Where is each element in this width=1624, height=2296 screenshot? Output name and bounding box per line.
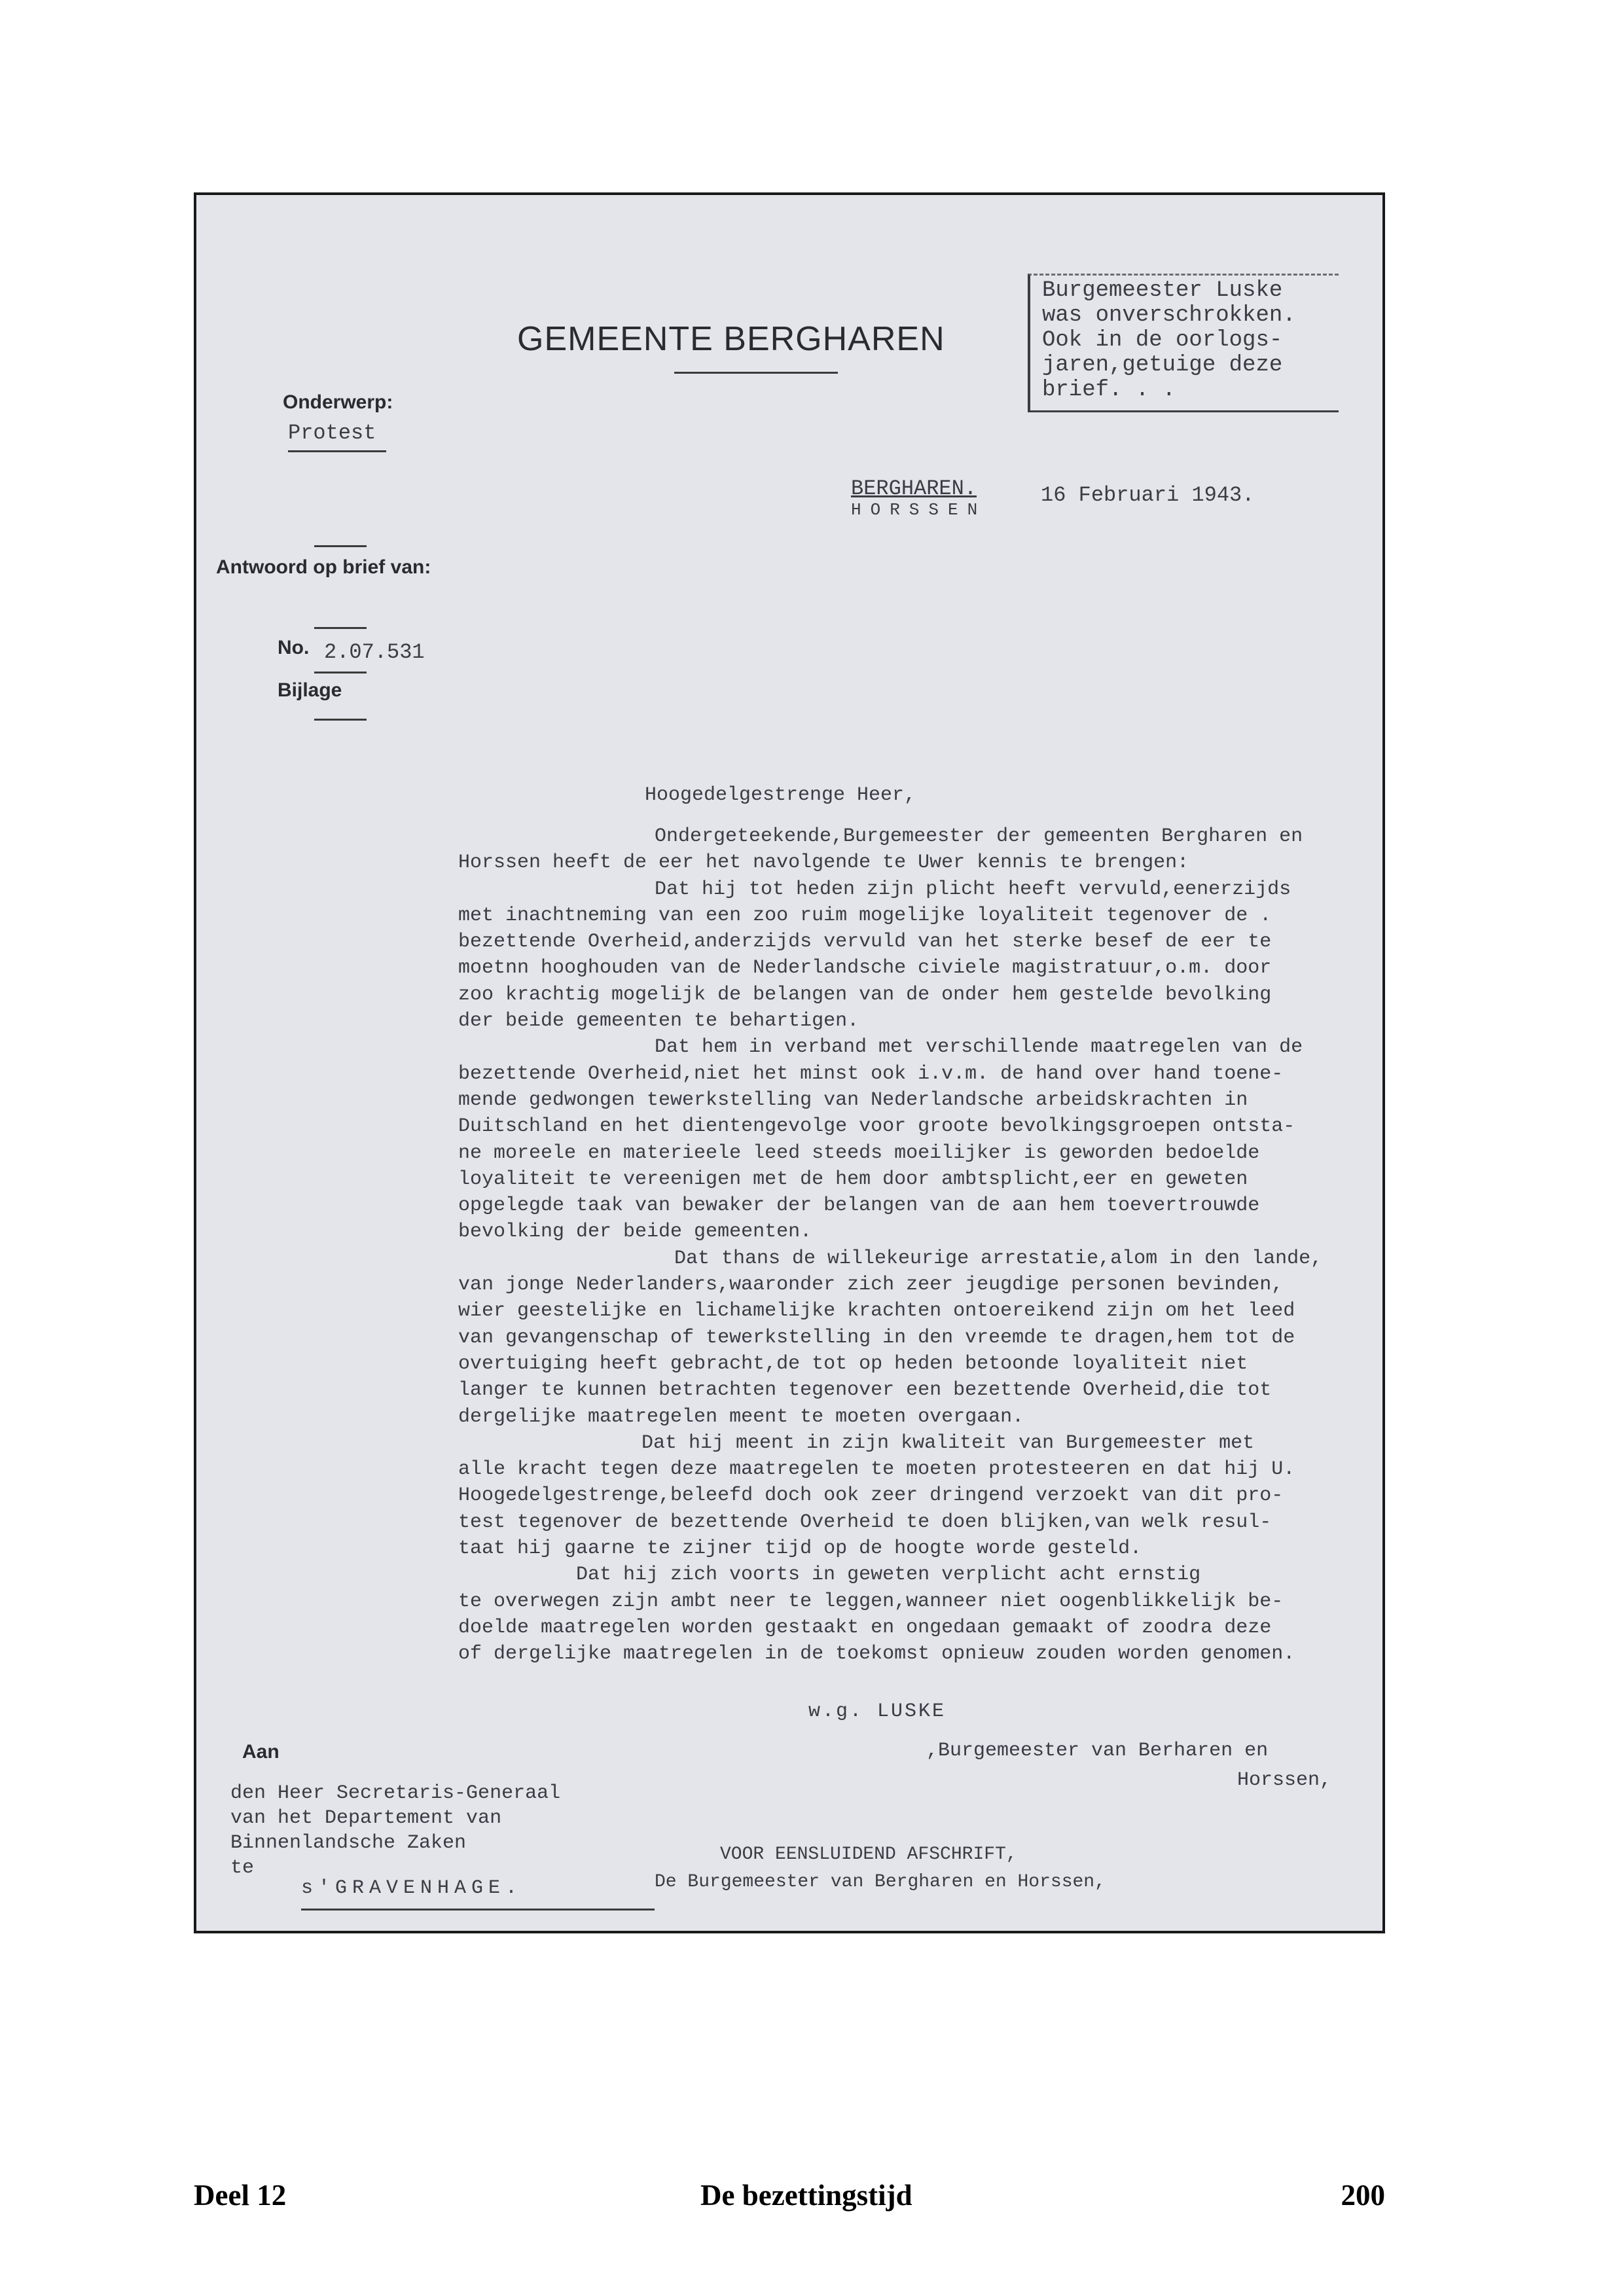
signature-title-continued: Horssen, <box>1237 1769 1332 1791</box>
letter-date: 16 Februari 1943. <box>1041 483 1255 507</box>
number-label: No. <box>278 637 310 658</box>
footer-chapter: De bezettingstijd <box>700 2179 912 2212</box>
divider-rule <box>314 719 367 721</box>
body-line: of dergelijke maatregelen in de toekomst opnieuw zouden worden genomen. <box>458 1643 1295 1666</box>
address-line: te <box>230 1857 255 1879</box>
body-line: der beide gemeenten te behartigen. <box>458 1010 859 1033</box>
address-line: den Heer Secretaris-Generaal <box>230 1782 561 1804</box>
note-line: brief. . . <box>1042 378 1176 403</box>
place-name: BERGHAREN. <box>851 476 977 501</box>
address-label: Aan <box>242 1741 280 1763</box>
letterhead: GEMEENTE BERGHAREN <box>517 320 945 358</box>
destination-city: s'GRAVENHAGE. <box>301 1877 523 1899</box>
body-line: van jonge Nederlanders,waaronder zich zeer jeugdige personen bevinden, <box>458 1274 1284 1297</box>
body-line: bevolking der beide gemeenten. <box>458 1221 812 1244</box>
body-line: bezettende Overheid,niet het minst ook i.v.m. de hand over hand toene- <box>458 1062 1284 1085</box>
note-line: was onverschrokken. <box>1042 303 1296 328</box>
divider-rule <box>314 672 367 673</box>
body-line: Hoogedelgestrenge,beleefd doch ook zeer dringend verzoekt van dit pro- <box>458 1484 1284 1507</box>
divider-rule <box>314 545 367 547</box>
body-line: moetnn hooghouden van de Nederlandsche civiele magistratuur,o.m. door <box>458 957 1272 980</box>
body-line: zoo krachtig mogelijk de belangen van de onder hem gestelde bevolking <box>458 983 1272 1006</box>
attachment-label: Bijlage <box>278 679 342 701</box>
note-line: jaren,getuige deze <box>1042 353 1283 378</box>
reply-label: Antwoord op brief van: <box>216 556 431 578</box>
place-name-second: HORSSEN <box>851 500 987 520</box>
subject-label: Onderwerp: <box>283 391 393 413</box>
page-number: 200 <box>1341 2179 1385 2212</box>
destination-rule <box>301 1909 655 1910</box>
body-line: met inachtneming van een zoo ruim mogelijke loyaliteit tegenover de . <box>458 904 1272 927</box>
body-line: Ondergeteekende,Burgemeester der gemeenten Bergharen en <box>655 825 1303 848</box>
divider-rule <box>314 627 367 629</box>
number-value: 2.07.531 <box>324 640 425 664</box>
body-line: taat hij gaarne te zijner tijd op de hoogte worde gesteld. <box>458 1537 1142 1560</box>
copy-signatory: De Burgemeester van Bergharen en Horssen, <box>655 1872 1106 1892</box>
body-line: van gevangenschap of tewerkstelling in den vreemde te dragen,hem tot de <box>458 1326 1295 1349</box>
signature-title: ,Burgemeester van Berharen en <box>926 1740 1269 1762</box>
body-line: Dat hij tot heden zijn plicht heeft vervuld,eenerzijds <box>655 878 1291 901</box>
subject-rule <box>288 450 386 452</box>
body-line: wier geestelijke en lichamelijke krachten ontoereikend zijn om het leed <box>458 1300 1295 1323</box>
note-box <box>1028 274 1339 412</box>
body-line: overtuiging heeft gebracht,de tot op heden betoonde loyaliteit niet <box>458 1352 1248 1375</box>
scanned-letter <box>194 192 1385 1933</box>
body-line: dergelijke maatregelen meent te moeten overgaan. <box>458 1405 1024 1428</box>
note-line: Burgemeester Luske <box>1042 278 1283 303</box>
address-line: van het Departement van <box>230 1807 502 1829</box>
body-line: Dat thans de willekeurige arrestatie,alom in den lande, <box>674 1247 1323 1270</box>
letterhead-rule <box>674 372 838 374</box>
salutation: Hoogedelgestrenge Heer, <box>645 784 916 806</box>
body-line: alle kracht tegen deze maatregelen te moeten protesteeren en dat hij U. <box>458 1458 1295 1481</box>
subject-value: Protest <box>288 421 376 445</box>
body-line: Horssen heeft de eer het navolgende te Uwer kennis te brengen: <box>458 852 1189 874</box>
body-line: Dat hij meent in zijn kwaliteit van Burgemeester met <box>641 1431 1255 1454</box>
body-line: Dat hij zich voorts in geweten verplicht acht ernstig <box>576 1564 1201 1587</box>
footer-part: Deel 12 <box>194 2179 287 2212</box>
body-line: test tegenover de bezettende Overheid te doen blijken,van welk resul- <box>458 1511 1272 1534</box>
body-line: loyaliteit te vereenigen met de hem door ambtsplicht,eer en geweten <box>458 1168 1248 1191</box>
body-line: doelde maatregelen worden gestaakt en ongedaan gemaakt of zoodra deze <box>458 1616 1272 1639</box>
body-line: ne moreele en materieele leed steeds moeilijker is geworden bedoelde <box>458 1141 1260 1164</box>
copy-certification: VOOR EENSLUIDEND AFSCHRIFT, <box>720 1844 1017 1865</box>
body-line: bezettende Overheid,anderzijds vervuld van het sterke besef de eer te <box>458 931 1272 954</box>
signature: w.g. LUSKE <box>808 1700 947 1723</box>
body-line: Duitschland en het dientengevolge voor groote bevolkingsgroepen ontsta- <box>458 1115 1295 1138</box>
letter-body <box>458 823 1381 1668</box>
body-line: opgelegde taak van bewaker der belangen van de aan hem toevertrouwde <box>458 1194 1260 1217</box>
body-line: langer te kunnen betrachten tegenover een bezettende Overheid,die tot <box>458 1379 1272 1402</box>
body-line: mende gedwongen tewerkstelling van Nederlandsche arbeidskrachten in <box>458 1088 1248 1111</box>
note-line: Ook in de oorlogs- <box>1042 328 1283 353</box>
address-line: Binnenlandsche Zaken <box>230 1832 467 1854</box>
body-line: te overwegen zijn ambt neer te leggen,wanneer niet oogenblikkelijk be- <box>458 1590 1284 1613</box>
body-line: Dat hem in verband met verschillende maatregelen van de <box>655 1036 1303 1059</box>
